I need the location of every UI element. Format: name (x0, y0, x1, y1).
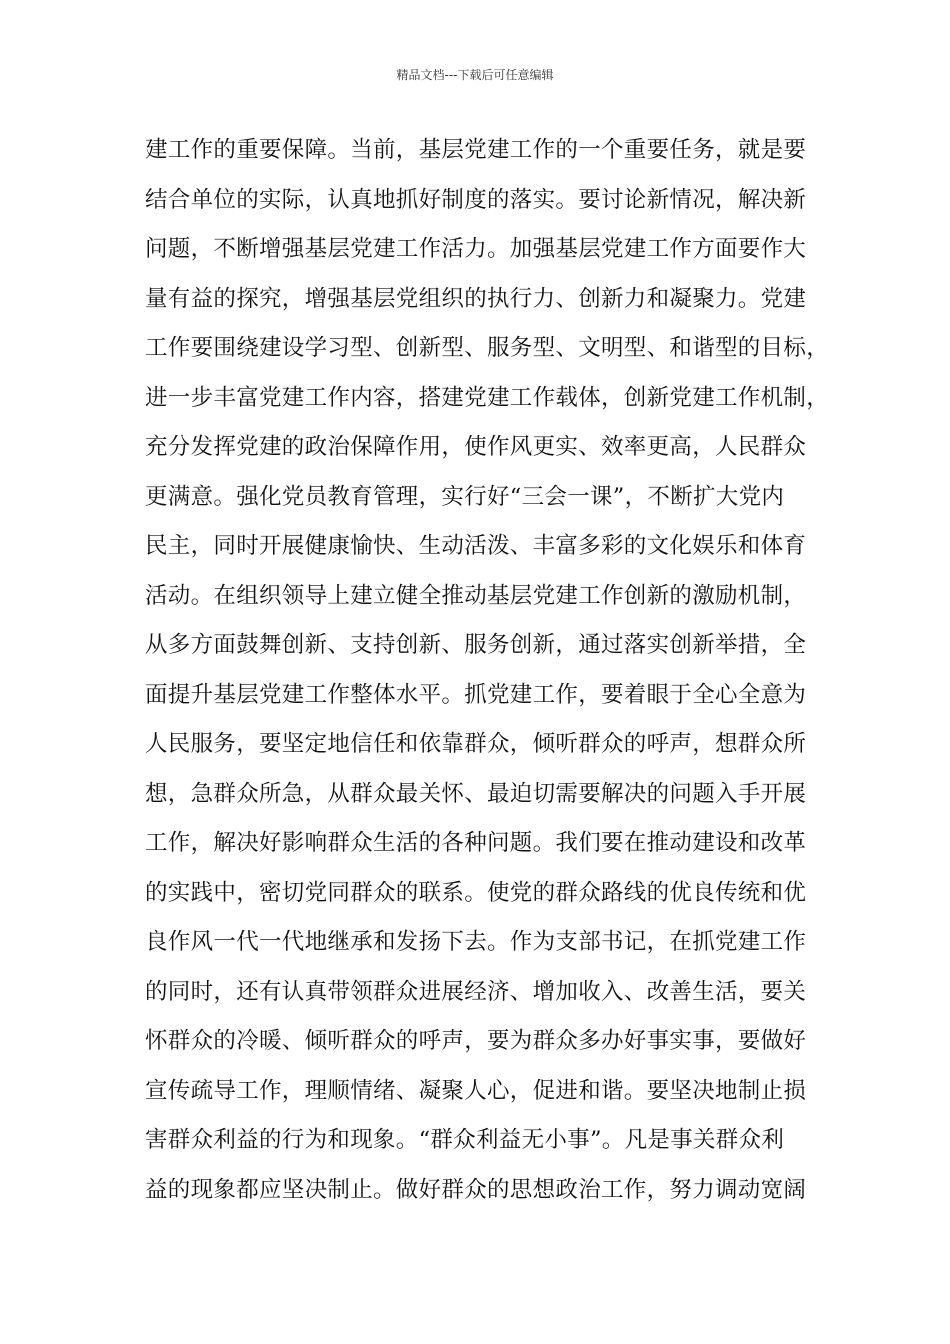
text-line: 问题，不断增强基层党建工作活力。加强基层党建工作方面要作大 (145, 236, 807, 262)
text-line: 人民服务，要坚定地信任和依靠群众，倾听群众的呼声，想群众所 (145, 731, 807, 757)
text-line: 良作风一代一代地继承和发扬下去。作为支部书记，在抓党建工作 (145, 929, 807, 955)
text-line: 量有益的探究，增强基层党组织的执行力、创新力和凝聚力。党建 (145, 285, 807, 312)
text-line: 面提升基层党建工作整体水平。抓党建工作，要着眼于全心全意为 (145, 681, 807, 708)
text-line: 益的现象都应坚决制止。做好群众的思想政治工作，努力调动宽阔 (145, 1176, 807, 1203)
text-line: 从多方面鼓舞创新、支持创新、服务创新，通过落实创新举措，全 (145, 632, 807, 658)
text-line: 结合单位的实际，认真地抓好制度的落实。要讨论新情况，解决新 (145, 186, 807, 213)
text-line: 进一步丰富党建工作内容，搭建党建工作载体，创新党建工作机制， (145, 384, 830, 411)
text-line: 的同时，还有认真带领群众进展经济、增加收入、改善生活，要关 (145, 978, 807, 1005)
text-line: 活动。在组织领导上建立健全推动基层党建工作创新的激励机制， (145, 582, 807, 609)
text-line: 建工作的重要保障。当前，基层党建工作的一个重要任务，就是要 (145, 137, 807, 163)
text-line: 想，急群众所急，从群众最关怀、最迫切需要解决的问题入手开展 (145, 780, 807, 807)
text-line: 工作，解决好影响群众生活的各种问题。我们要在推动建设和改革 (145, 830, 807, 856)
text-line: 的实践中，密切党同群众的联系。使党的群众路线的优良传统和优 (145, 879, 807, 906)
text-line: 怀群众的冷暖、倾听群众的呼声，要为群众多办好事实事，要做好 (145, 1028, 807, 1054)
text-line: 民主，同时开展健康愉快、生动活泼、丰富多彩的文化娱乐和体育 (145, 533, 807, 559)
text-line: 宣传疏导工作，理顺情绪、凝聚人心，促进和谐。要坚决地制止损 (145, 1077, 807, 1104)
text-line: 工作要围绕建设学习型、创新型、服务型、文明型、和谐型的目标， (145, 335, 830, 361)
text-line: 害群众利益的行为和现象。“群众利益无小事”。凡是事关群众利 (145, 1127, 785, 1153)
text-line: 更满意。强化党员教育管理，实行好“三会一课”，不断扩大党内 (145, 483, 785, 510)
body-text (145, 126, 830, 1215)
page-header: 精品文档---下载后可任意编辑 (396, 68, 554, 82)
text-line: 充分发挥党建的政治保障作用，使作风更实、效率更高，人民群众 (145, 434, 807, 460)
